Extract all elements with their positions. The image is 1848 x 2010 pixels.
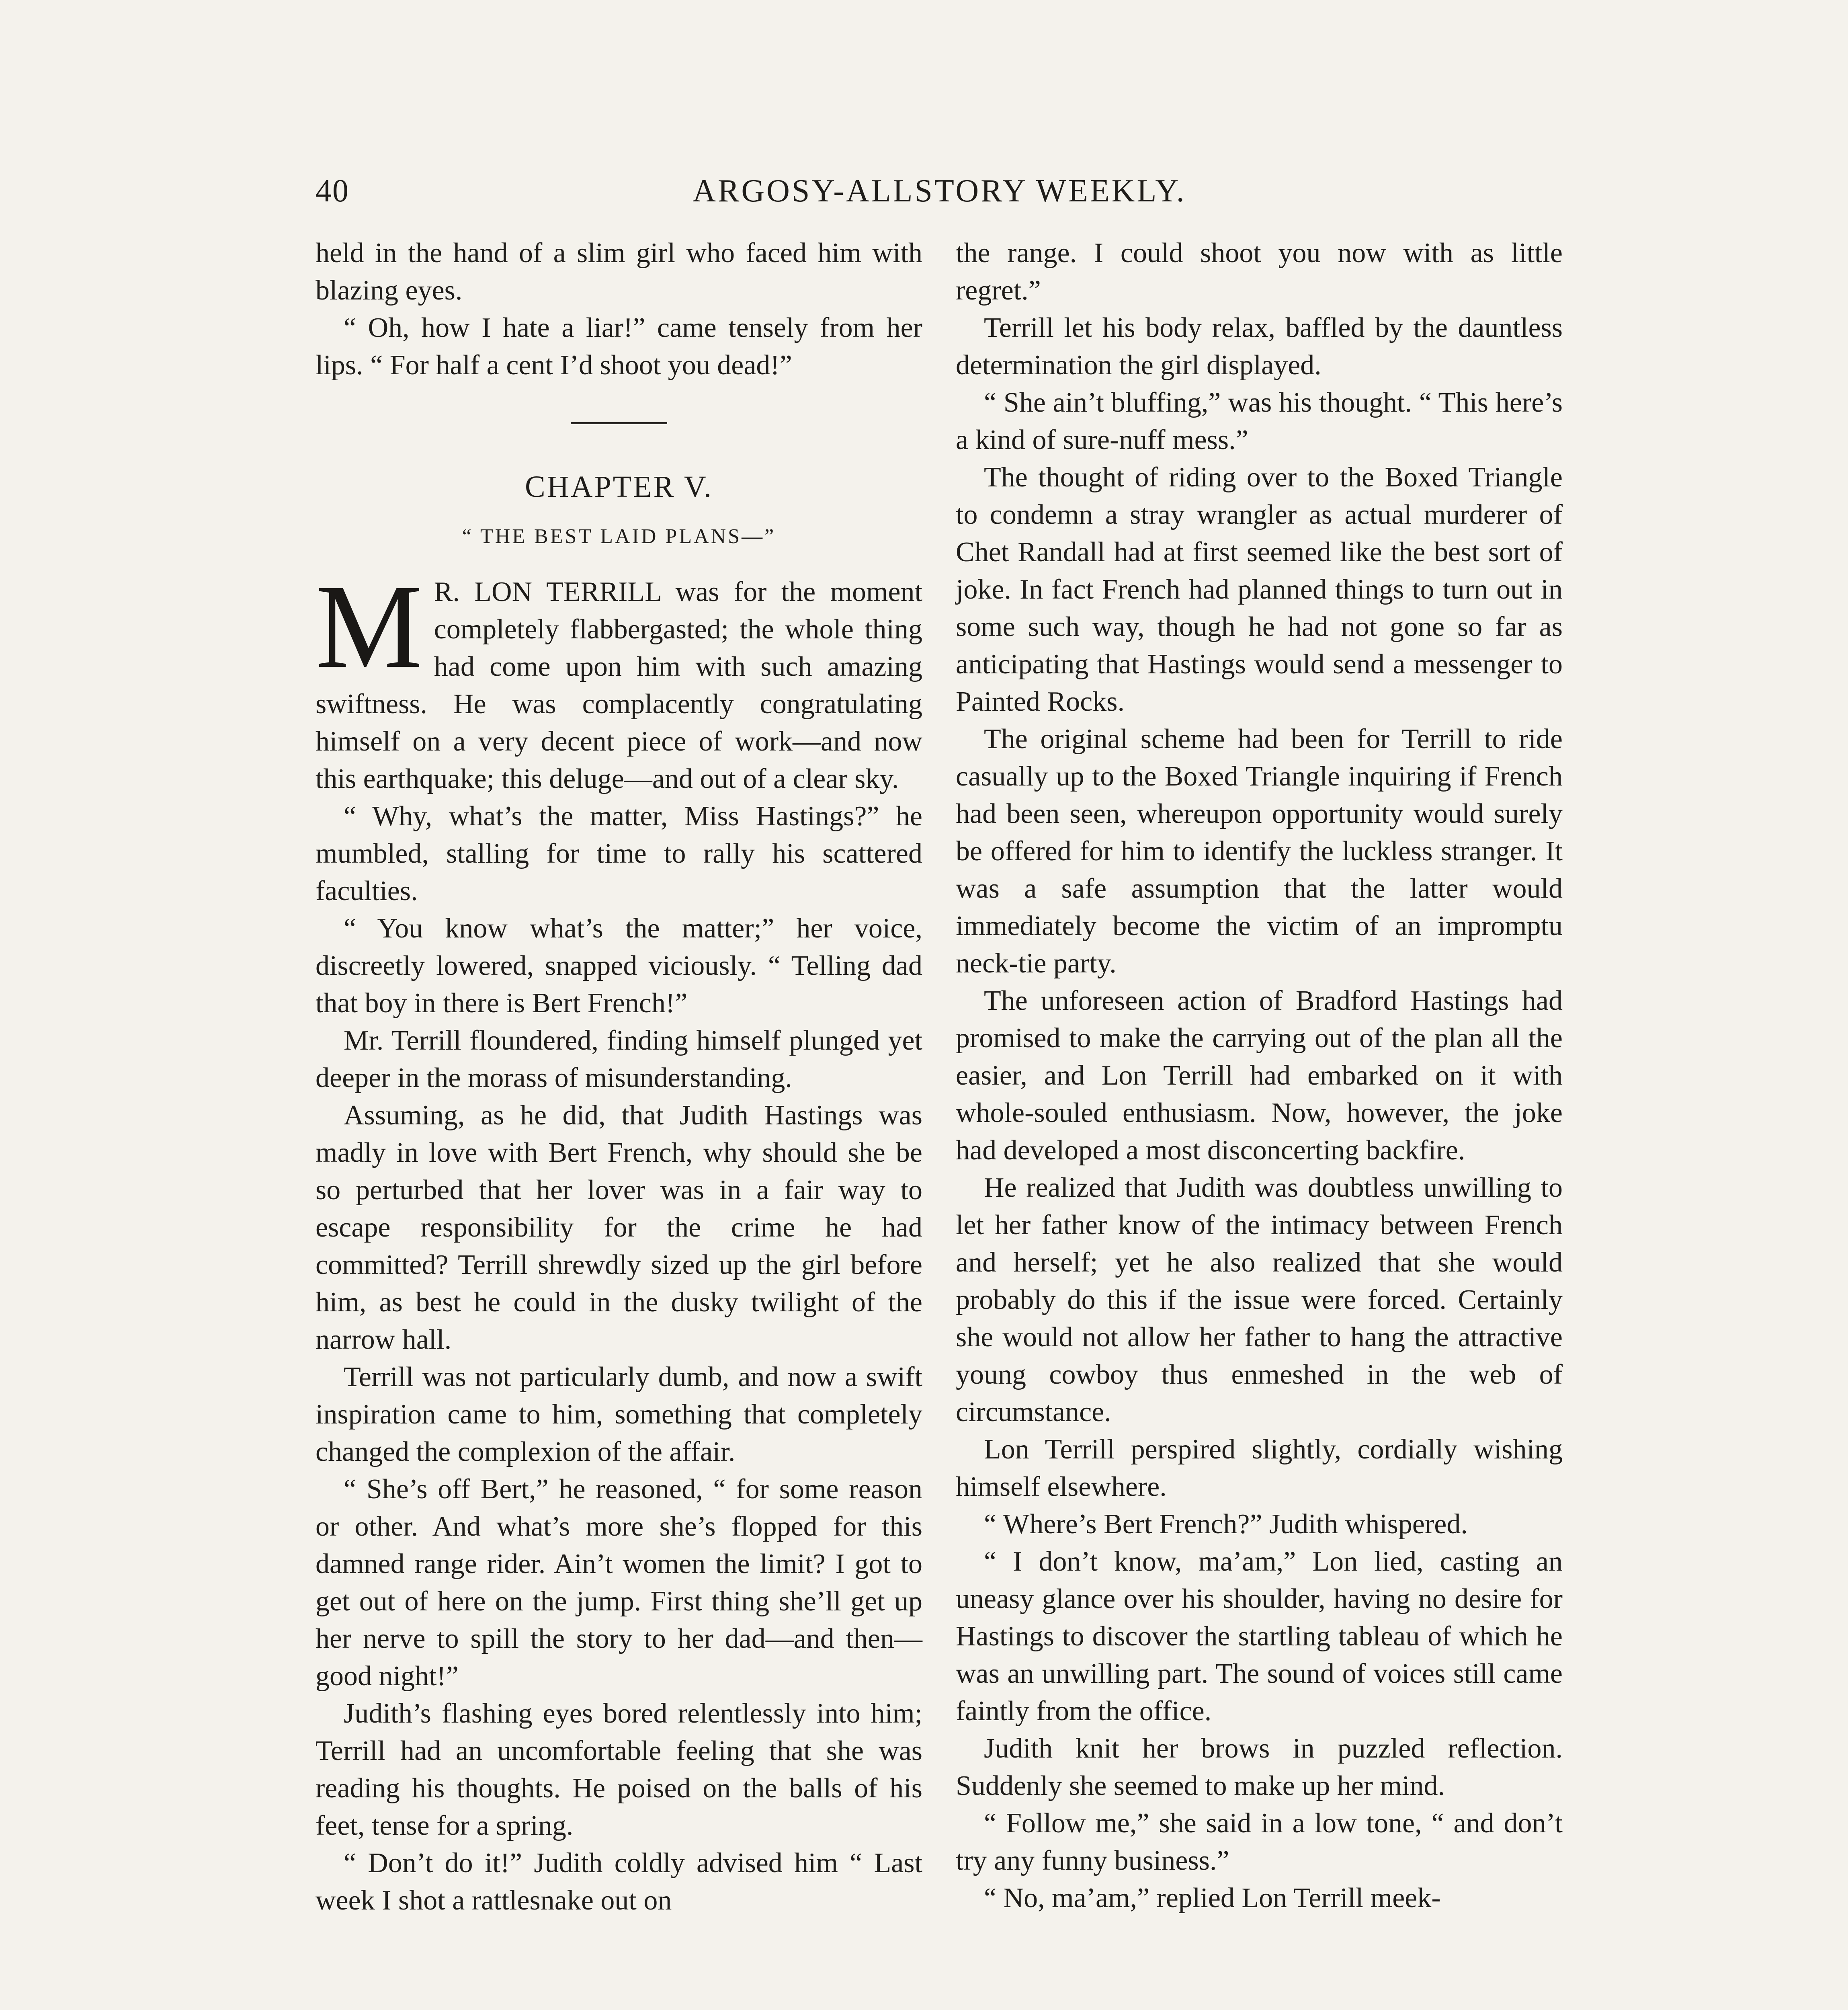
paragraph: The original scheme had been for Terrill to ride casually up to the Boxed Triangle inquiring if French had been seen, whereupon opportunity would surely be offered for him to identify the luckless stranger. It was a safe assumption that the latter would immediately become the victim of an impromptu neck-tie party. xyxy=(956,724,1563,979)
paragraph: “ Where’s Bert French?” Judith whispered. xyxy=(984,1509,1468,1540)
chapter-subtitle: “ THE BEST LAID PLANS—” xyxy=(462,525,776,548)
paragraph: “ Oh, how I hate a liar!” came tensely from her lips. “ For half a cent I’d shoot you dead!” xyxy=(316,312,922,381)
paragraph: Assuming, as he did, that Judith Hastings was madly in love with Bert French, why should she be so perturbed that her lover was in a fair way to escape responsibility for the crime he had committed? Terrill shrewdly sized up the girl before him, as best he could in the dusky twilight of the narrow hall. xyxy=(316,1100,922,1355)
paragraph: The unforeseen action of Bradford Hastings had promised to make the carrying out of the plan all the easier, and Lon Terrill had embarked on it with whole-souled enthusiasm. Now, however, the joke had developed a most disconcerting backfire. xyxy=(956,985,1563,1166)
paragraph: Lon Terrill perspired slightly, cordially wishing himself elsewhere. xyxy=(956,1434,1563,1502)
paragraph: Judith knit her brows in puzzled reflection. Suddenly she seemed to make up her mind. xyxy=(956,1733,1563,1801)
paragraph: “ Why, what’s the matter, Miss Hastings?” he mumbled, stalling for time to rally his scattered faculties. xyxy=(316,801,922,907)
paragraph: “ No, ma’am,” replied Lon Terrill meek- xyxy=(984,1883,1441,1914)
right-column xyxy=(956,234,1563,1917)
paragraph: “ Don’t do it!” Judith coldly advised him “ Last week I shot a rattlesnake out on xyxy=(316,1848,922,1916)
paragraph: “ Follow me,” she said in a low tone, “ and don’t try any funny business.” xyxy=(956,1808,1563,1876)
running-title: ARGOSY-ALLSTORY WEEKLY. xyxy=(692,173,1186,209)
paragraph: The thought of riding over to the Boxed Triangle to condemn a stray wrangler as actual murderer of Chet Randall had at first seemed like the best sort of joke. In fact French had planned things to turn out in some such way, though he had not gone so far as anticipating that Hastings would send a messenger to Painted Rocks. xyxy=(956,462,1563,717)
paragraph: He realized that Judith was doubtless unwilling to let her father know of the intimacy between French and herself; yet he also realized that she would probably do this if the issue were forced. Certainly she would not allow her father to hang the attractive young cowboy thus enmeshed in the web of circumstance. xyxy=(956,1172,1563,1428)
paragraph: Judith’s flashing eyes bored relentlessly into him; Terrill had an uncomfortable feeling that she was reading his thoughts. He poised on the balls of his feet, tense for a spring. xyxy=(316,1698,922,1841)
paragraph: Terrill let his body relax, baffled by the dauntless determination the girl displayed. xyxy=(956,312,1563,381)
drop-cap: M xyxy=(316,560,423,693)
paragraph: Mr. Terrill floundered, finding himself plunged yet deeper in the morass of misunderstanding. xyxy=(316,1025,922,1093)
left-column xyxy=(316,234,922,1919)
chapter-opening-paragraph xyxy=(316,560,922,798)
section-separator xyxy=(571,422,667,424)
page-header xyxy=(316,173,1563,217)
paragraph: Terrill was not particularly dumb, and now a swift inspiration came to him, something that completely changed the complexion of the affair. xyxy=(316,1362,922,1467)
opening-text: R. LON TERRILL was for the moment completely flabbergasted; the whole thing had come upon him with such amazing swiftness. He was complacently congratulating himself on a very decent piece of work—and now this earthquake; this deluge—and out of a clear sky. xyxy=(316,576,922,794)
paragraph: “ You know what’s the matter;” her voice, discreetly lowered, snapped viciously. “ Telling dad that boy in there is Bert French!” xyxy=(316,913,922,1019)
paragraph: held in the hand of a slim girl who faced him with blazing eyes. xyxy=(316,238,922,306)
paragraph: “ She ain’t bluffing,” was his thought. “ This here’s a kind of sure-nuff mess.” xyxy=(956,387,1563,455)
paragraph: “ She’s off Bert,” he reasoned, “ for some reason or other. And what’s more she’s flopped for this damned range rider. Ain’t women the limit? I got to get out of here on the jump. First thing she’ll get up her nerve to spill the story to her dad—and then—good night!” xyxy=(316,1474,922,1692)
page-number: 40 xyxy=(316,173,349,209)
chapter-title: CHAPTER V. xyxy=(525,470,713,504)
paragraph: the range. I could shoot you now with as little regret.” xyxy=(956,238,1563,306)
paragraph: “ I don’t know, ma’am,” Lon lied, casting an uneasy glance over his shoulder, having no desire for Hastings to discover the startling tableau of which he was an unwilling part. The sound of voices still came faintly from the office. xyxy=(956,1546,1563,1727)
